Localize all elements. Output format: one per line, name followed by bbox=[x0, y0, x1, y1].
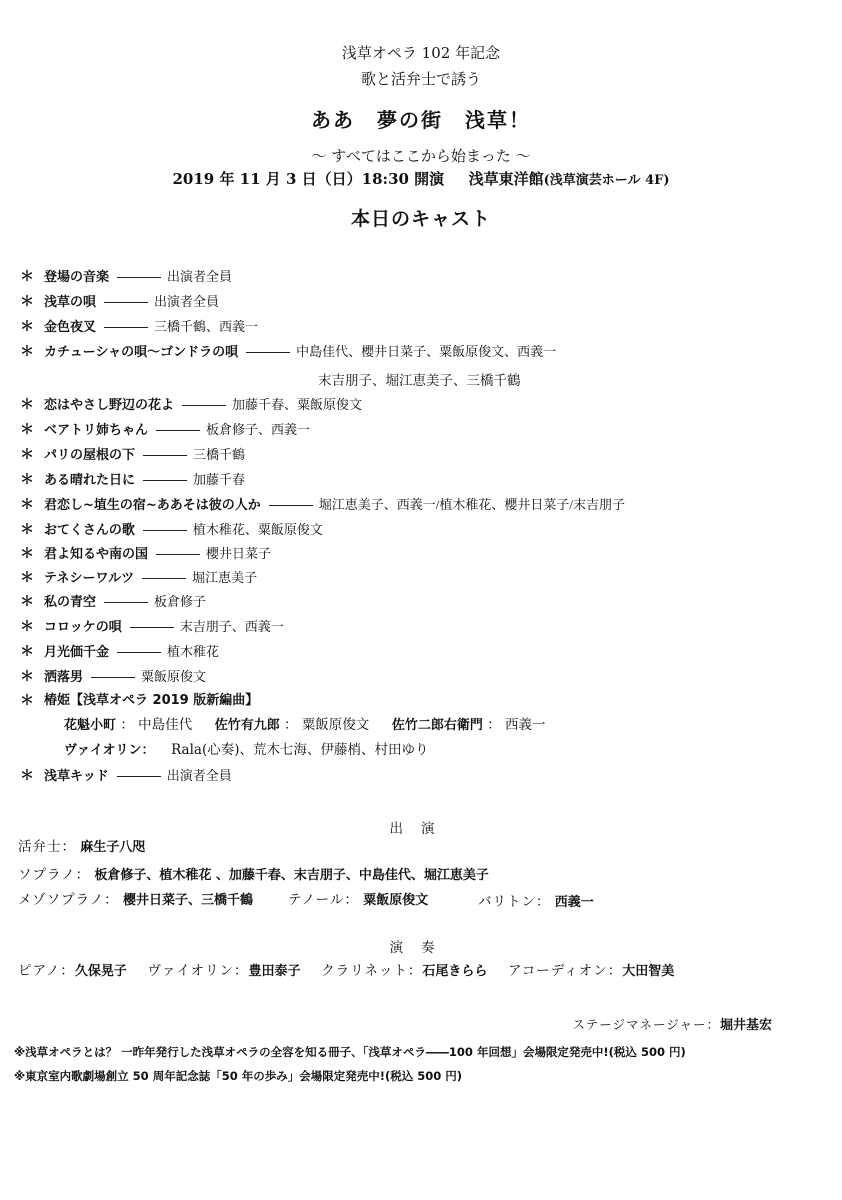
song-title-text: コロッケの唄 bbox=[44, 620, 122, 635]
musicians-heading: 演奏 bbox=[389, 940, 453, 956]
tsubaki-violins bbox=[64, 739, 429, 761]
tenor-group bbox=[288, 889, 428, 911]
dash-line bbox=[117, 277, 161, 278]
song-cast: 加藤千春 bbox=[193, 472, 246, 487]
accordion-label: アコーディオン： bbox=[507, 963, 623, 978]
clarinet-name: 石尾きらら bbox=[422, 964, 488, 979]
song-cast: 出演者全員 bbox=[166, 768, 232, 783]
role-separator: ： bbox=[120, 717, 134, 733]
dash-line bbox=[142, 578, 186, 579]
song-title-text: ベアトリ姉ちゃん bbox=[44, 423, 149, 438]
violin-label: ヴァイオリン： bbox=[64, 743, 155, 758]
song-title bbox=[44, 591, 206, 614]
song-title-text: 君恋し~埴生の宿~ああそは彼の人か bbox=[44, 498, 261, 513]
bullet-mark: ＊ bbox=[20, 294, 34, 310]
date-time: 2019 年 11 月 3 日（日）18:30 開演 bbox=[172, 170, 445, 188]
dash-line bbox=[91, 677, 135, 678]
musicians-row bbox=[18, 960, 674, 982]
bullet-mark: ＊ bbox=[20, 546, 34, 562]
bullet-mark: ＊ bbox=[20, 472, 34, 488]
song-cast: 植木稚花 bbox=[167, 644, 220, 659]
katsuben-name: 麻生子八咫 bbox=[80, 840, 146, 855]
stage-manager-label: ステージマネージャー： bbox=[572, 1018, 720, 1032]
tagline: 〜 すべてはここから始まった 〜 bbox=[311, 147, 531, 165]
song-title-text: 浅草キッド bbox=[44, 769, 109, 784]
accordion-name: 大田智美 bbox=[622, 964, 675, 979]
dash-line bbox=[130, 627, 174, 628]
dash-line bbox=[104, 327, 148, 328]
dash-line bbox=[143, 480, 187, 481]
song-title bbox=[44, 616, 284, 639]
soprano-row bbox=[18, 864, 489, 886]
song-title bbox=[44, 419, 310, 442]
song-cast: 末吉朋子、西義一 bbox=[179, 619, 284, 634]
bullet-mark: ＊ bbox=[20, 422, 34, 438]
violin-names: Rala(心奏)、荒木七海、伊藤梢、村田ゆり bbox=[171, 742, 429, 758]
bullet-mark: ＊ bbox=[20, 447, 34, 463]
note-anniversary-book: ※東京室内歌劇場創立 50 周年記念誌「50 年の歩み」会場限定発売中!(税込 500 円) bbox=[14, 1069, 462, 1083]
song-cast: 加藤千春、粟飯原俊文 bbox=[232, 397, 363, 412]
bullet-mark: ＊ bbox=[20, 522, 34, 538]
bullet-mark: ＊ bbox=[20, 768, 34, 784]
soprano-names: 板倉修子、植木稚花 、加藤千春、末吉朋子、中島佳代、堀江恵美子 bbox=[94, 868, 489, 883]
soprano-label: ソプラノ： bbox=[18, 867, 91, 882]
tenor-name: 粟飯原俊文 bbox=[363, 893, 429, 908]
mezzo-label: メゾソプラノ： bbox=[18, 892, 119, 907]
dash-line bbox=[246, 352, 290, 353]
venue: 浅草東洋館 bbox=[468, 170, 544, 188]
bullet-mark: ＊ bbox=[20, 594, 34, 610]
violin-label: ヴァイオリン： bbox=[147, 963, 249, 978]
tsubaki-roles bbox=[64, 714, 546, 736]
role-separator: ： bbox=[284, 717, 298, 733]
song-title-text: 登場の音楽 bbox=[44, 270, 110, 285]
song-title-text: 洒落男 bbox=[44, 670, 84, 685]
song-title bbox=[44, 316, 258, 339]
role-cast: 西義一 bbox=[505, 717, 546, 733]
note-opera-booklet: ※浅草オペラとは？ 一昨年発行した浅草オペラの全容を知る冊子、「浅草オペラ――100 年回想」会場限定発売中!(税込 500 円) bbox=[14, 1045, 686, 1059]
song-cast: 板倉修子 bbox=[154, 594, 207, 609]
dash-line bbox=[117, 652, 161, 653]
song-title-text: 月光価千金 bbox=[44, 645, 110, 660]
song-cast: 粟飯原俊文 bbox=[141, 669, 207, 684]
song-cast: 板倉修子、西義一 bbox=[206, 422, 311, 437]
song-cast: 堀江恵美子、西義一/植木稚花、櫻井日菜子/末吉朋子 bbox=[318, 497, 626, 512]
song-title-text: ある晴れた日に bbox=[44, 473, 136, 488]
role-name: 花魁小町 bbox=[64, 718, 117, 733]
song-title bbox=[44, 690, 258, 712]
song-cast: 堀江恵美子 bbox=[192, 570, 258, 585]
cast-heading: 本日のキャスト bbox=[350, 208, 491, 230]
bullet-mark: ＊ bbox=[20, 269, 34, 285]
song-title-text: 恋はやさし野辺の花よ bbox=[44, 398, 175, 413]
piano-name: 久保晃子 bbox=[74, 964, 127, 979]
dash-line bbox=[182, 405, 226, 406]
bullet-mark: ＊ bbox=[20, 619, 34, 635]
clarinet-label: クラリネット： bbox=[321, 963, 423, 978]
dash-line bbox=[117, 776, 161, 777]
violin-name: 豊田泰子 bbox=[248, 964, 301, 979]
song-title bbox=[44, 394, 362, 417]
song-title-text: 私の青空 bbox=[44, 595, 97, 610]
date-venue-line bbox=[0, 168, 842, 189]
performers-heading: 出演 bbox=[389, 821, 453, 837]
katsuben-row bbox=[18, 836, 145, 858]
tenor-label: テノール： bbox=[288, 892, 359, 907]
song-title-text: パリの屋根の下 bbox=[44, 448, 136, 463]
role-name: 佐竹有九郎 bbox=[214, 718, 280, 733]
song-title bbox=[44, 341, 556, 364]
role-name: 佐竹二郎右衛門 bbox=[391, 718, 483, 733]
song-title-text: テネシーワルツ bbox=[44, 571, 135, 586]
song-cast: 三橋千鶴、西義一 bbox=[154, 319, 259, 334]
katsuben-label: 活弁士： bbox=[18, 839, 76, 854]
program-continuation: 末吉朋子、堀江恵美子、三橋千鶴 bbox=[318, 373, 521, 389]
piano-label: ピアノ： bbox=[18, 963, 75, 978]
subtitle-line: 歌と活弁士で誘う bbox=[360, 70, 481, 88]
bullet-mark: ＊ bbox=[20, 319, 34, 335]
song-cast: 櫻井日菜子 bbox=[206, 546, 272, 561]
song-title-text: 椿姫【浅草オペラ 2019 版新編曲】 bbox=[44, 693, 259, 708]
song-cast: 出演者全員 bbox=[154, 294, 220, 309]
song-cast: 三橋千鶴 bbox=[193, 447, 246, 462]
bullet-mark: ＊ bbox=[20, 497, 34, 513]
song-title bbox=[44, 494, 625, 517]
bullet-mark: ＊ bbox=[20, 693, 34, 709]
venue-detail: (浅草演芸ホール 4F) bbox=[543, 173, 670, 188]
song-title-text: おてくさんの歌 bbox=[44, 523, 135, 538]
song-title bbox=[44, 469, 245, 492]
song-title bbox=[44, 291, 219, 314]
song-title bbox=[44, 567, 257, 590]
role-separator: ： bbox=[487, 717, 501, 733]
bullet-mark: ＊ bbox=[20, 397, 34, 413]
voice-row bbox=[18, 889, 253, 911]
song-cast: 中島佳代、櫻井日菜子、粟飯原俊文、西義一 bbox=[296, 344, 557, 359]
stage-manager-name: 堀井基宏 bbox=[719, 1018, 772, 1033]
dash-line bbox=[156, 554, 200, 555]
baritone-label: バリトン： bbox=[478, 894, 551, 909]
bullet-mark: ＊ bbox=[20, 644, 34, 660]
bullet-mark: ＊ bbox=[20, 669, 34, 685]
stage-manager bbox=[572, 1014, 772, 1036]
bullet-mark: ＊ bbox=[20, 344, 34, 360]
bullet-mark: ＊ bbox=[20, 570, 34, 586]
song-title bbox=[44, 641, 219, 664]
song-title-text: カチューシャの唄〜ゴンドラの唄 bbox=[44, 345, 239, 360]
baritone-group bbox=[478, 891, 594, 913]
mezzo-names: 櫻井日菜子、三橋千鶴 bbox=[123, 893, 254, 908]
song-title bbox=[44, 543, 271, 566]
song-title bbox=[44, 266, 232, 289]
song-title bbox=[44, 444, 245, 467]
dash-line bbox=[269, 505, 313, 506]
event-title: ああ 夢の街 浅草！ bbox=[311, 108, 531, 132]
song-cast: 出演者全員 bbox=[167, 269, 233, 284]
role-cast: 中島佳代 bbox=[138, 717, 193, 733]
song-cast: 植木稚花、粟飯原俊文 bbox=[192, 522, 323, 537]
role-cast: 粟飯原俊文 bbox=[301, 717, 370, 733]
song-title bbox=[44, 765, 232, 788]
dash-line bbox=[104, 602, 148, 603]
dash-line bbox=[143, 530, 187, 531]
song-title-text: 君よ知るや南の国 bbox=[44, 547, 149, 562]
song-title-text: 金色夜叉 bbox=[44, 320, 97, 335]
baritone-name: 西義一 bbox=[554, 895, 594, 910]
dash-line bbox=[156, 430, 200, 431]
anniversary-line: 浅草オペラ 102 年記念 bbox=[341, 44, 501, 62]
song-title bbox=[44, 519, 323, 542]
dash-line bbox=[143, 455, 187, 456]
dash-line bbox=[104, 302, 148, 303]
song-title bbox=[44, 666, 206, 689]
song-title-text: 浅草の唄 bbox=[44, 295, 97, 310]
